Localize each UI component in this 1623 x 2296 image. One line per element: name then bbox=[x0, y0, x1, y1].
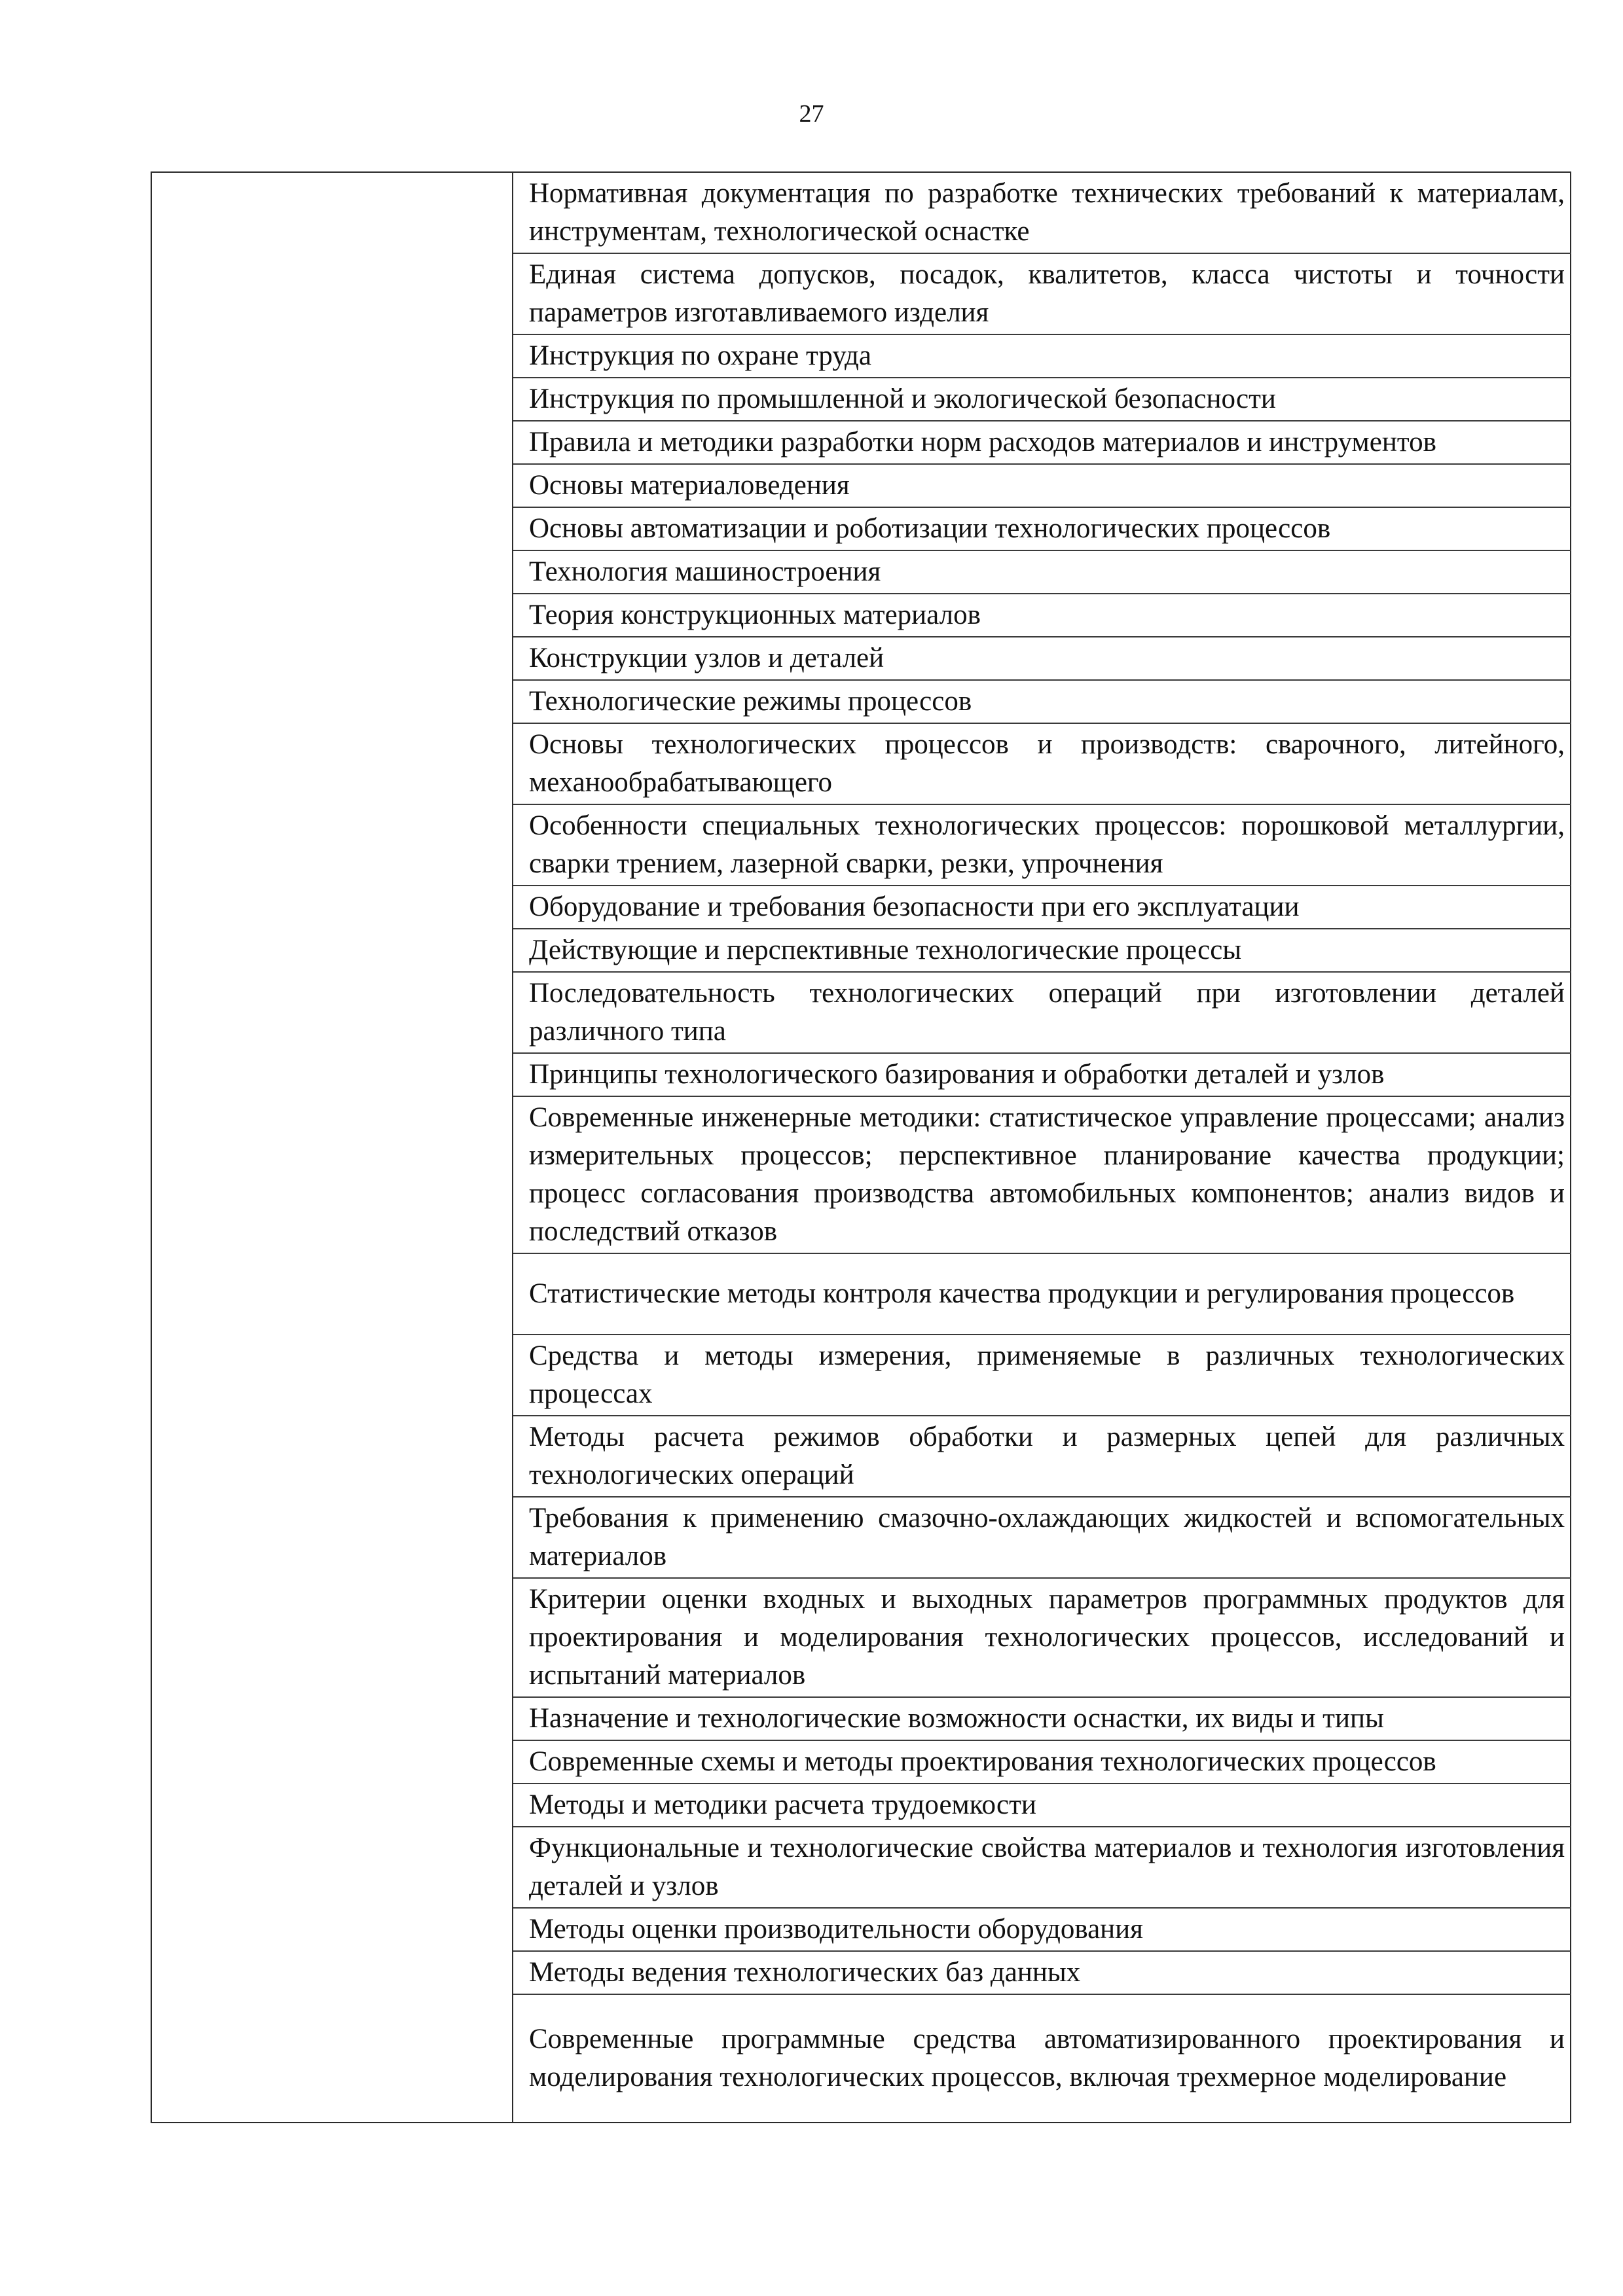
requirements-column bbox=[513, 173, 1571, 2122]
table-row bbox=[513, 551, 1571, 594]
table-row bbox=[513, 422, 1571, 465]
table-row bbox=[513, 1097, 1571, 1254]
table-row bbox=[513, 929, 1571, 973]
requirement-text: Конструкции узлов и деталей bbox=[529, 643, 884, 673]
table-row bbox=[513, 1416, 1571, 1498]
requirement-text: Методы ведения технологических баз данных bbox=[529, 1957, 1081, 1988]
table-row bbox=[513, 1579, 1571, 1698]
requirement-text: Основы автоматизации и роботизации технологических процессов bbox=[529, 513, 1331, 544]
table-row bbox=[513, 1335, 1571, 1416]
table-row bbox=[513, 594, 1571, 637]
requirement-text: Принципы технологического базирования и обработки деталей и узлов bbox=[529, 1059, 1385, 1090]
requirement-text: Правила и методики разработки норм расходов материалов и инструментов bbox=[529, 427, 1436, 457]
requirement-text: Технология машиностроения bbox=[529, 556, 881, 587]
table-row bbox=[513, 637, 1571, 681]
table-row bbox=[513, 1698, 1571, 1741]
table-row bbox=[513, 1995, 1571, 2122]
table-row bbox=[513, 1909, 1571, 1952]
requirement-text: Основы материаловедения bbox=[529, 470, 850, 501]
requirement-text: Единая система допусков, посадок, квалитетов, класса чистоты и точности параметров изготавливаемого изделия bbox=[529, 259, 1565, 328]
table-row bbox=[513, 724, 1571, 805]
requirement-text: Статистические методы контроля качества продукции и регулирования процессов bbox=[529, 1278, 1515, 1309]
requirement-text: Функциональные и технологические свойства материалов и технология изготовления деталей и узлов bbox=[529, 1833, 1565, 1901]
requirement-text: Инструкция по охране труда bbox=[529, 340, 871, 371]
requirement-text: Особенности специальных технологических процессов: порошковой металлургии, сварки трением, лазерной сварки, резки, упрочнения bbox=[529, 810, 1565, 879]
left-column-empty-cell bbox=[152, 173, 513, 2122]
table-row bbox=[513, 465, 1571, 508]
requirement-text: Методы оценки производительности оборудования bbox=[529, 1914, 1143, 1945]
requirement-text: Современные инженерные методики: статистическое управление процессами; анализ измерительных процессов; перспективное планирование качества продукции; процесс согласования производства автомобильных компонентов; анализ видов и последствий отказов bbox=[529, 1102, 1565, 1247]
table-row bbox=[513, 1741, 1571, 1784]
requirement-text: Средства и методы измерения, применяемые в различных технологических процессах bbox=[529, 1340, 1565, 1409]
table-row bbox=[513, 886, 1571, 929]
table-row bbox=[513, 1498, 1571, 1579]
requirement-text: Нормативная документация по разработке технических требований к материалам, инструментам, технологической оснастке bbox=[529, 178, 1565, 247]
requirement-text: Основы технологических процессов и производств: сварочного, литейного, механообрабатывающего bbox=[529, 729, 1565, 798]
requirement-text: Назначение и технологические возможности оснастки, их виды и типы bbox=[529, 1703, 1384, 1734]
table-row bbox=[513, 1952, 1571, 1995]
requirement-text: Теория конструкционных материалов bbox=[529, 600, 981, 630]
page-number: 27 bbox=[799, 100, 824, 128]
table-row bbox=[513, 378, 1571, 422]
table-row bbox=[513, 973, 1571, 1054]
table-row bbox=[513, 681, 1571, 724]
requirement-text: Критерии оценки входных и выходных параметров программных продуктов для проектирования и моделирования технологических процессов, исследований и испытаний материалов bbox=[529, 1584, 1565, 1691]
requirement-text: Технологические режимы процессов bbox=[529, 686, 972, 717]
requirement-text: Современные программные средства автоматизированного проектирования и моделирования технологических процессов, включая трехмерное моделирование bbox=[529, 2024, 1565, 2092]
table-row bbox=[513, 335, 1571, 378]
table-row bbox=[513, 173, 1571, 254]
requirement-text: Действующие и перспективные технологические процессы bbox=[529, 935, 1242, 965]
table-row bbox=[513, 1254, 1571, 1335]
requirement-text: Инструкция по промышленной и экологической безопасности bbox=[529, 384, 1276, 414]
requirement-text: Современные схемы и методы проектирования технологических процессов bbox=[529, 1746, 1436, 1777]
requirement-text: Оборудование и требования безопасности при его эксплуатации bbox=[529, 891, 1300, 922]
table-row bbox=[513, 508, 1571, 551]
requirement-text: Методы и методики расчета трудоемкости bbox=[529, 1789, 1036, 1820]
table-row bbox=[513, 805, 1571, 886]
table-row bbox=[513, 1054, 1571, 1097]
requirement-text: Требования к применению смазочно-охлаждающих жидкостей и вспомогательных материалов bbox=[529, 1503, 1565, 1571]
requirements-table bbox=[151, 171, 1571, 2123]
table-row bbox=[513, 254, 1571, 335]
table-row bbox=[513, 1784, 1571, 1827]
requirement-text: Методы расчета режимов обработки и размерных цепей для различных технологических операций bbox=[529, 1422, 1565, 1490]
requirement-text: Последовательность технологических операций при изготовлении деталей различного типа bbox=[529, 978, 1565, 1047]
table-row bbox=[513, 1827, 1571, 1909]
